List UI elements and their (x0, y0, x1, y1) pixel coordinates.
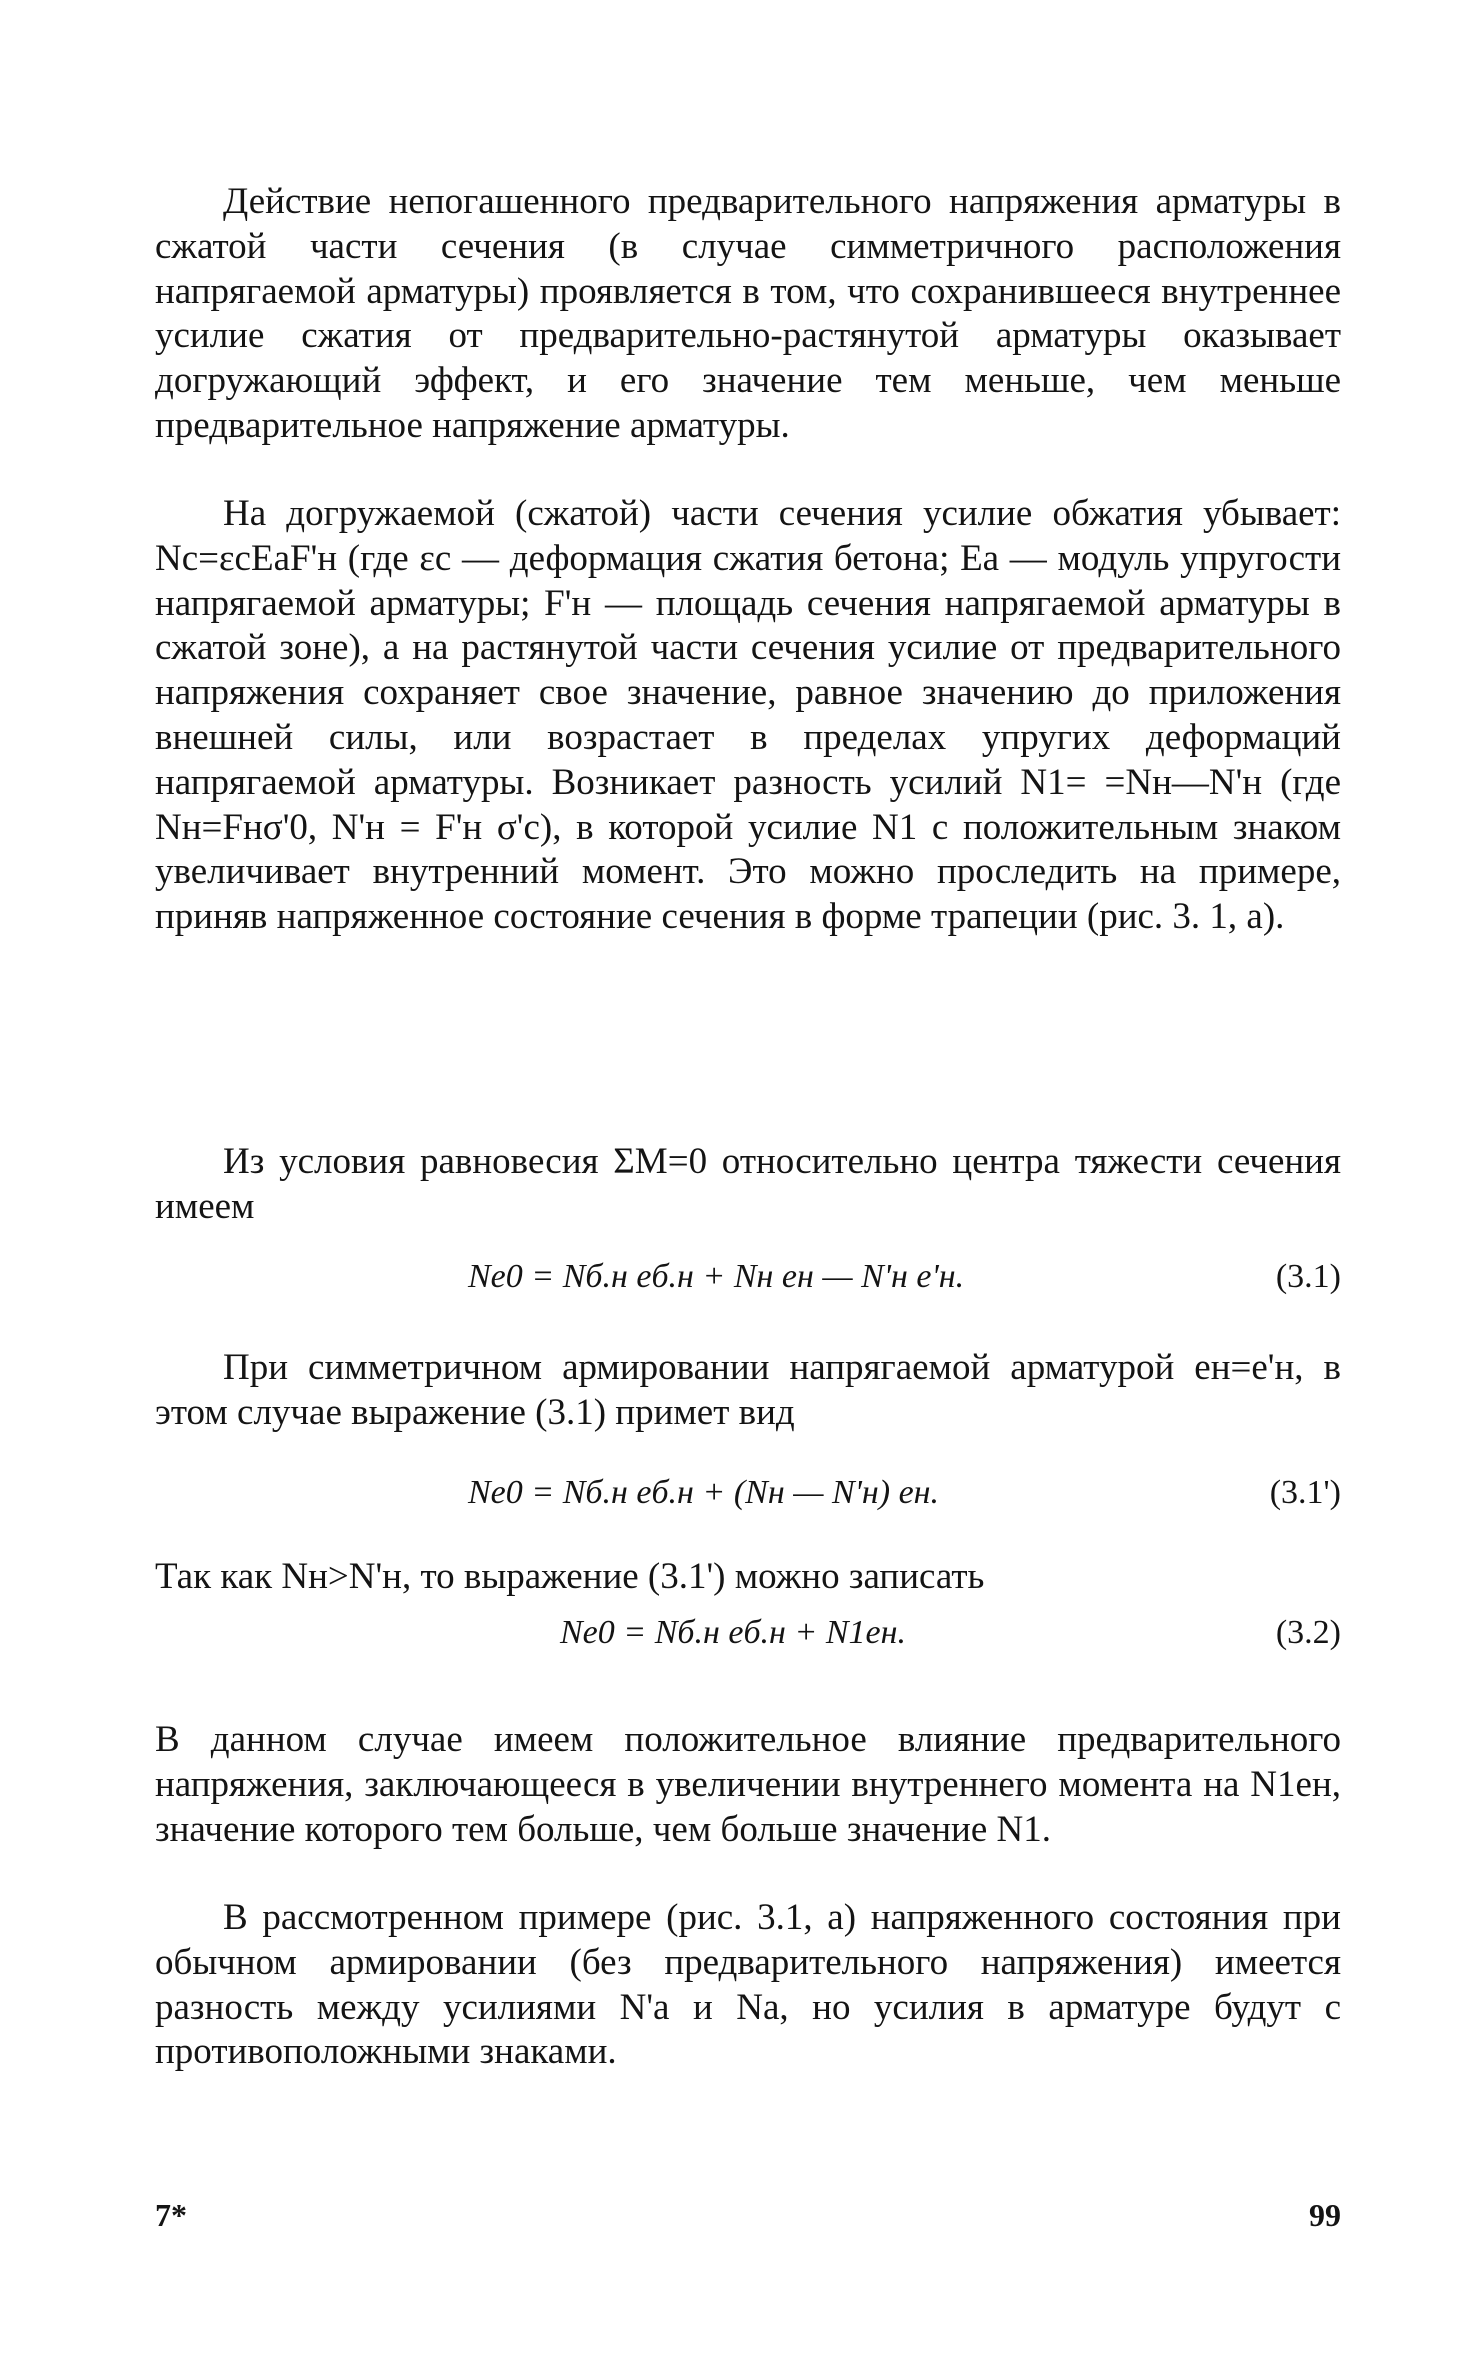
paragraph-compressed-zone: На догружаемой (сжатой) части сечения усилие обжатия убывает: Nc=εcEaF'н (где εc — деформация сжатия бетона; Ea — модуль упругости напрягаемой арматуры; F'н — площадь сечения напрягаемой арматуры в сжатой зоне), а на растянутой части сечения усилие от предварительного напряжения сохраняет свое значение, равное значению до приложения внешней силы, или возрастает в пределах упругих деформаций напрягаемой арматуры. Возникает разность усилий N1= =Nн—N'н (где Nн=Fнσ'0, N'н = F'н σ'c), в которой усилие N1 с положительным знаком увеличивает внутренний момент. Это можно проследить на примере, приняв напряженное состояние сечения в форме трапеции (рис. 3. 1, a). (155, 493, 1341, 938)
formula-3-2 (400, 1608, 1341, 1658)
paragraph-positive-influence: В данном случае имеем положительное влияние предварительного напряжения, заключающееся в увеличении внутреннего момента на N1eн, значение которого тем больше, чем больше значение N1. (155, 1719, 1341, 1850)
formula-3-1-prime-expression: Ne0 = Nб.н eб.н + (Nн — N'н) eн. (468, 1474, 940, 1511)
formula-3-2-expression: Ne0 = Nб.н eб.н + N1eн. (560, 1614, 906, 1651)
paragraph-since: Так как Nн>N'н, то выражение (3.1') можно записать (155, 1556, 985, 1597)
formula-3-1-prime (400, 1468, 1341, 1518)
formula-3-1-number: (3.1) (1275, 1258, 1341, 1295)
paragraph-symmetric-reinforcement: При симметричном армировании напрягаемой арматурой eн=e'н, в этом случае выражение (3.1) примет вид (155, 1347, 1341, 1433)
formula-3-1-expression: Ne0 = Nб.н eб.н + Nн eн — N'н e'н. (468, 1258, 965, 1295)
page-number: 99 (1309, 2197, 1341, 2233)
formula-3-1 (400, 1252, 1341, 1302)
paragraph-example: В рассмотренном примере (рис. 3.1, a) напряженного состояния при обычном армировании (без предварительного напряжения) имеется разность между усилиями N'a и Na, но усилия в арматуре будут с противоположными знаками. (155, 1897, 1341, 2073)
paragraph-prestress-effect: Действие непогашенного предварительного напряжения арматуры в сжатой части сечения (в случае симметричного расположения напрягаемой арматуры) проявляется в том, что сохранившееся внутреннее усилие сжатия от предварительно-растянутой арматуры оказывает догружающий эффект, и его значение тем меньше, чем меньше предварительное напряжение арматуры. (155, 181, 1341, 446)
paragraph-equilibrium: Из условия равновесия ΣM=0 относительно центра тяжести сечения имеем (155, 1141, 1341, 1227)
signature-mark: 7* (155, 2197, 187, 2233)
formula-3-2-number: (3.2) (1275, 1614, 1341, 1651)
formula-3-1-prime-number: (3.1') (1269, 1474, 1341, 1511)
